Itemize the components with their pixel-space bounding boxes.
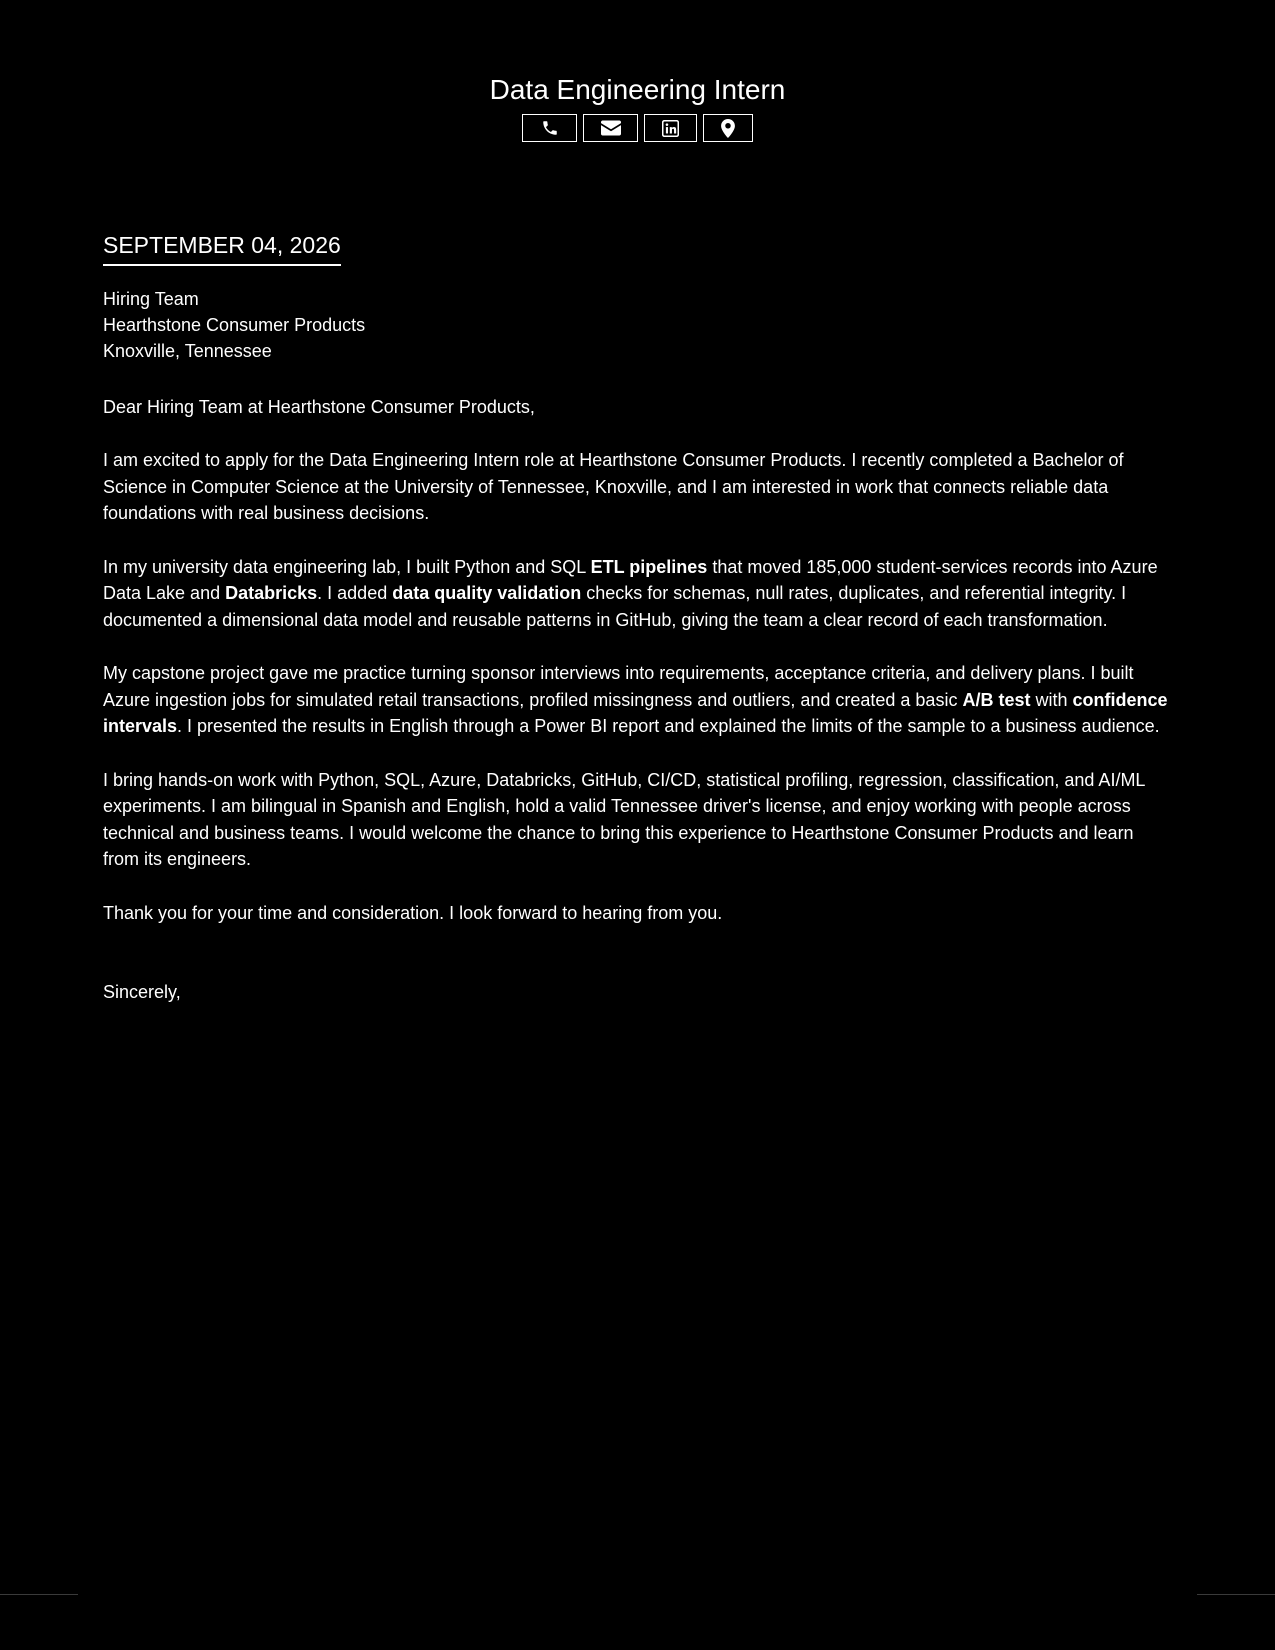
linkedin-icon — [662, 120, 679, 137]
salutation: Dear Hiring Team at Hearthstone Consumer Products, — [103, 397, 535, 417]
text-segment: . I added — [317, 583, 393, 603]
text-segment: that moved 185,000 student-services records into Azure Data Lake and — [103, 556, 1158, 603]
letter-body — [103, 228, 1173, 1005]
paragraph-lab-experience — [103, 554, 1173, 634]
footer-divider-right — [1197, 1594, 1275, 1595]
contact-icons-row — [0, 114, 1275, 142]
phone-icon — [541, 119, 559, 137]
job-title: Data Engineering Intern — [489, 74, 786, 105]
map-marker-icon — [721, 119, 735, 138]
recipient-location: Knoxville, Tennessee — [103, 341, 272, 361]
text-segment: My capstone project gave me practice turning sponsor interviews into requirements, acceptance criteria, and delivery plans. I built Azure ingestion jobs for simulated retail transactions, profiled missingness and outliers, and created a basic — [103, 663, 1134, 710]
email-button[interactable] — [583, 114, 638, 142]
highlight-confidence-intervals: confidence intervals — [103, 689, 1168, 736]
recipient-name: Hiring Team — [103, 289, 199, 309]
location-button[interactable] — [703, 114, 753, 142]
letter-header — [0, 72, 1275, 142]
text-segment: In my university data engineering lab, I built Python and SQL — [103, 556, 591, 577]
linkedin-button[interactable] — [644, 114, 697, 142]
recipient-company: Hearthstone Consumer Products — [103, 315, 366, 335]
highlight-data-quality-validation: data quality validation — [392, 583, 582, 603]
paragraph-intro: I am excited to apply for the Data Engineering Intern role at Hearthstone Consumer Products. I recently completed a Bachelor of Science in Computer Science at the University of Tennessee, Knoxville, and I am interested in work that connects reliable data foundations with real business decisions. — [103, 450, 1124, 523]
highlight-ab-test: A/B test — [962, 689, 1031, 710]
paragraph-capstone — [103, 660, 1173, 740]
highlight-databricks: Databricks — [225, 583, 318, 603]
footer-divider-left — [0, 1594, 78, 1595]
text-segment: with — [1030, 689, 1073, 710]
envelope-icon — [601, 120, 621, 136]
paragraph-skills: I bring hands-on work with Python, SQL, Azure, Databricks, GitHub, CI/CD, statistical profiling, regression, classification, and AI/ML experiments. I am bilingual in Spanish and English, hold a valid Tennessee driver's license, and enjoy working with people across technical and business teams. I would welcome the chance to bring this experience to Hearthstone Consumer Products and learn from its engineers. — [103, 769, 1145, 869]
phone-button[interactable] — [522, 114, 577, 142]
text-segment: checks for schemas, null rates, duplicates, and referential integrity. I documented a dimensional data model and reusable patterns in GitHub, giving the team a clear record of each transformation. — [103, 583, 1127, 630]
letter-date: SEPTEMBER 04, 2026 — [103, 228, 341, 266]
text-segment: . I presented the results in English through a Power BI report and explained the limits of the sample to a business audience. — [177, 716, 1160, 736]
highlight-etl-pipelines: ETL pipelines — [590, 556, 708, 577]
recipient-block — [103, 286, 1173, 364]
closing-sincerely: Sincerely, — [103, 982, 181, 1002]
paragraph-thanks: Thank you for your time and consideration. I look forward to hearing from you. — [103, 902, 723, 923]
